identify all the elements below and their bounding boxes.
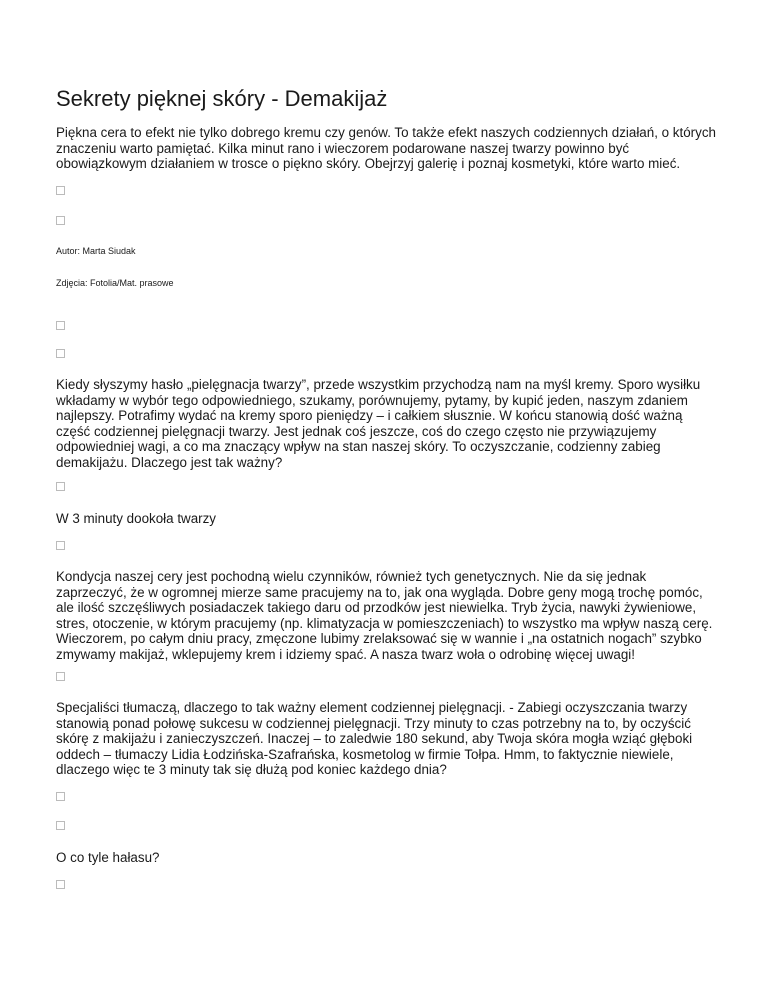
broken-image-icon <box>56 792 65 801</box>
broken-image-icon <box>56 541 65 550</box>
article-title: Sekrety pięknej skóry - Demakijaż <box>56 86 388 111</box>
author-line: Autor: Marta Siudak <box>56 246 136 256</box>
body-paragraph-3: Specjaliści tłumaczą, dlaczego to tak ważny element codziennej pielęgnacji. - Zabiegi oczyszczania twarzy stanowią ponad połowę sukcesu w codziennej pielęgnacji. Trzy minuty to czas potrzebny na to, by oczyścić skórę z makijażu i zanieczyszczeń. Inaczej – to zaledwie 180 sekund, aby Twoja skóra mogła wziąć głęboki oddech – tłumaczy Lidia Łodzińska-Szafrańska, kosmetolog w firmie Tołpa. Hmm, to faktycznie niewiele, dlaczego więc te 3 minuty tak się dłużą pod koniec każdego dnia? <box>56 700 693 778</box>
broken-image-icon <box>56 321 65 330</box>
body-paragraph-1: Kiedy słyszymy hasło „pielęgnacja twarzy”, przede wszystkim przychodzą nam na myśl kremy. Sporo wysiłku wkładamy w wybór tego odpowiedniego, szukamy, porównujemy, pytamy, by kupić jeden, naszym zdaniem najlepszy. Potrafimy wydać na kremy sporo pieniędzy – i całkiem słusznie. W końcu stanowią dość ważną część codziennej pielęgnacji twarzy. Jest jednak coś jeszcze, coś do czego często nie przywiązujemy odpowiedniej wagi, a co ma znaczący wpływ na stan naszej skóry. To oczyszczanie, codzienny zabieg demakijażu. Dlaczego jest tak ważny? <box>56 377 701 470</box>
broken-image-icon <box>56 880 65 889</box>
broken-image-icon <box>56 672 65 681</box>
broken-image-icon <box>56 349 65 358</box>
broken-image-icon <box>56 821 65 830</box>
broken-image-icon <box>56 186 65 195</box>
broken-image-icon <box>56 216 65 225</box>
body-paragraph-2: Kondycja naszej cery jest pochodną wielu czynników, również tych genetycznych. Nie da się jednak zaprzeczyć, że w ogromnej mierze same pracujemy na to, jak ona wygląda. Dobre geny mogą trochę pomóc, ale ilość szczęśliwych posiadaczek takiego daru od przodków jest niewielka. Tryb życia, nawyki żywieniowe, stres, otoczenie, w którym pracujemy (np. klimatyzacja w pomieszczeniach) to wszystko ma wpływ naszą cerę. Wieczorem, po całym dniu pracy, zmęczone lubimy zrelaksować się w wannie i „na ostatnich nogach” szybko zmywamy makijaż, wklepujemy krem i idziemy spać. A nasza twarz woła o odrobinę więcej uwagi! <box>56 569 713 662</box>
photo-credit: Zdjęcia: Fotolia/Mat. prasowe <box>56 278 174 288</box>
subheading-1: W 3 minuty dookoła twarzy <box>56 511 217 526</box>
broken-image-icon <box>56 482 65 491</box>
subheading-2: O co tyle hałasu? <box>56 850 160 865</box>
intro-paragraph: Piękna cera to efekt nie tylko dobrego kremu czy genów. To także efekt naszych codziennych działań, o których znaczeniu warto pamiętać. Kilka minut rano i wieczorem podarowane naszej twarzy powinno być obowiązkowym działaniem w trosce o piękno skóry. Obejrzyj galerię i poznaj kosmetyki, które warto mieć. <box>56 125 716 172</box>
